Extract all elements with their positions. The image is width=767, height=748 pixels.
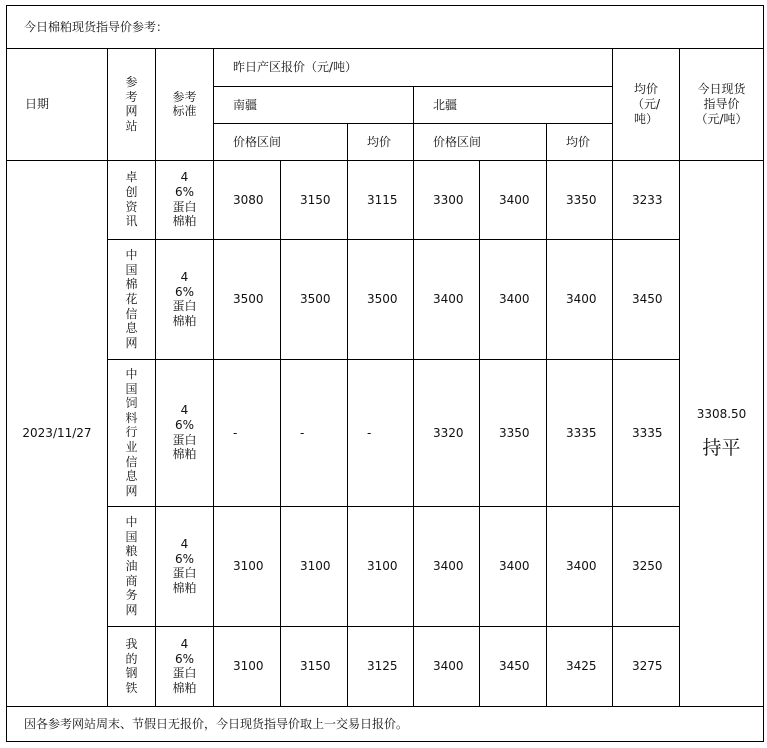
trend-label: 持平: [702, 436, 741, 459]
north-low-cell: 3320: [414, 360, 480, 507]
price-reference-document: [6, 5, 764, 742]
south-high-cell: -: [281, 360, 348, 507]
north-low-cell: 3400: [414, 240, 480, 360]
standard-cell: 46%蛋白棉粕: [156, 240, 214, 360]
north-avg-cell: 3400: [547, 240, 613, 360]
north-high-cell: 3400: [480, 507, 547, 627]
north-low-cell: 3400: [414, 507, 480, 627]
south-avg-cell: 3125: [348, 627, 414, 707]
standard-cell: 46%蛋白棉粕: [156, 627, 214, 707]
site-cell: 中国棉花信息网: [108, 240, 156, 360]
south-low-cell: 3500: [214, 240, 281, 360]
north-high-cell: 3350: [480, 360, 547, 507]
header-north-avg: 均价: [547, 124, 613, 161]
avg-cell: 3275: [613, 627, 680, 707]
south-avg-cell: 3115: [348, 161, 414, 240]
north-high-cell: 3400: [480, 240, 547, 360]
guide-cell: [680, 161, 764, 707]
north-low-cell: 3300: [414, 161, 480, 240]
table-row: [7, 507, 764, 627]
table-title: 今日棉粕现货指导价参考：: [7, 6, 764, 49]
header-quote-group: 昨日产区报价（元/吨）: [214, 49, 613, 87]
north-low-cell: 3400: [414, 627, 480, 707]
table-row: [7, 627, 764, 707]
south-low-cell: 3100: [214, 627, 281, 707]
south-low-cell: -: [214, 360, 281, 507]
header-avg-all: 均价（元/吨）: [613, 49, 680, 161]
header-site: 参考网站: [108, 49, 156, 161]
header-south-avg: 均价: [348, 124, 414, 161]
standard-cell: 46%蛋白棉粕: [156, 161, 214, 240]
table-row: [7, 161, 764, 240]
standard-cell: 46%蛋白棉粕: [156, 360, 214, 507]
header-guide: 今日现货指导价（元/吨）: [680, 49, 764, 161]
avg-cell: 3250: [613, 507, 680, 627]
south-avg-cell: 3500: [348, 240, 414, 360]
south-low-cell: 3080: [214, 161, 281, 240]
date-cell: 2023/11/27: [7, 161, 108, 707]
south-high-cell: 3500: [281, 240, 348, 360]
standard-cell: 46%蛋白棉粕: [156, 507, 214, 627]
north-avg-cell: 3400: [547, 507, 613, 627]
north-high-cell: 3400: [480, 161, 547, 240]
avg-cell: 3335: [613, 360, 680, 507]
table-row: [7, 360, 764, 507]
site-cell: 中国饲料行业信息网: [108, 360, 156, 507]
header-north: 北疆: [414, 87, 613, 124]
south-avg-cell: -: [348, 360, 414, 507]
north-avg-cell: 3335: [547, 360, 613, 507]
south-low-cell: 3100: [214, 507, 281, 627]
avg-cell: 3450: [613, 240, 680, 360]
guide-price: 3308.50: [696, 406, 747, 421]
header-date: 日期: [7, 49, 108, 161]
site-cell: 卓创资讯: [108, 161, 156, 240]
header-north-range: 价格区间: [414, 124, 547, 161]
avg-cell: 3233: [613, 161, 680, 240]
table-row: [7, 240, 764, 360]
south-high-cell: 3150: [281, 161, 348, 240]
price-table: [6, 5, 764, 742]
header-south-range: 价格区间: [214, 124, 348, 161]
header-standard: 参考标准: [156, 49, 214, 161]
header-south: 南疆: [214, 87, 414, 124]
north-avg-cell: 3425: [547, 627, 613, 707]
north-avg-cell: 3350: [547, 161, 613, 240]
south-high-cell: 3150: [281, 627, 348, 707]
site-cell: 中国粮油商务网: [108, 507, 156, 627]
north-high-cell: 3450: [480, 627, 547, 707]
site-cell: 我的钢铁: [108, 627, 156, 707]
footnote: 因各参考网站周末、节假日无报价，今日现货指导价取上一交易日报价。: [7, 707, 764, 742]
south-high-cell: 3100: [281, 507, 348, 627]
south-avg-cell: 3100: [348, 507, 414, 627]
